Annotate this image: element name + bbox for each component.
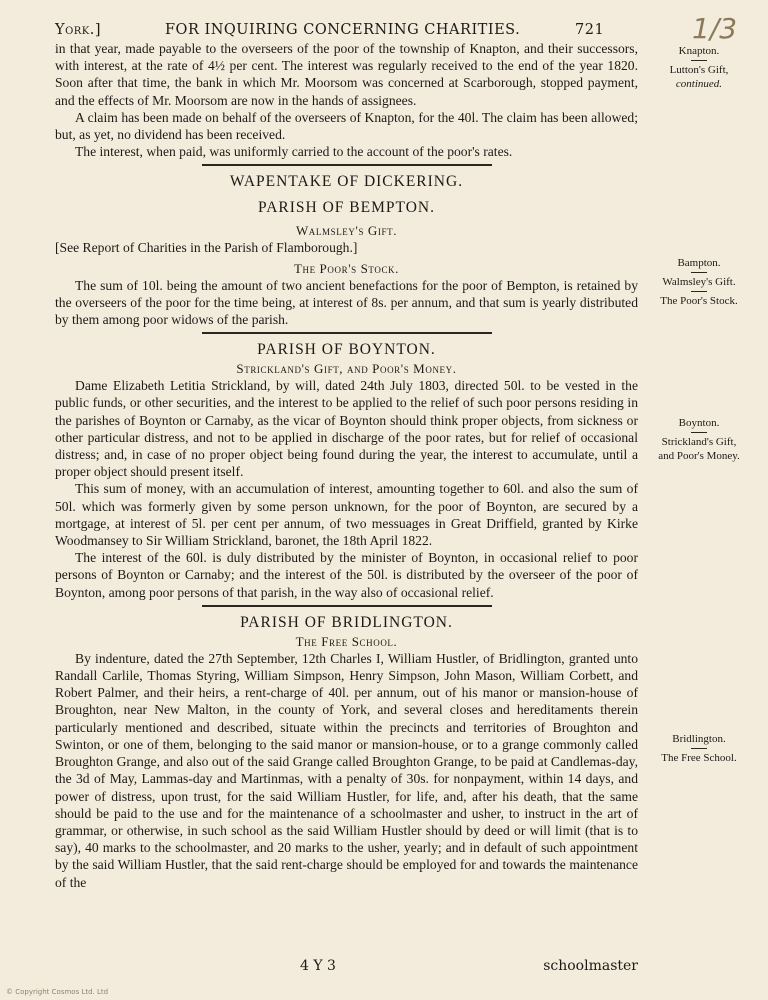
header-county: York.] [55,22,102,38]
subheading: The Poor's Stock. [293,260,400,276]
paragraph: Dame Elizabeth Letitia Strickland, by will, dated 24th July 1803, directed 50l. to be vested in the public funds, or other securities, and the interest to be applied to the relief of such poor persons residing in the parishes of Boynton or Carnaby, as the vicar of Boynton should think proper objects, from sickness or other particular distress, and not to be applied in discharge of the poor rates, but for relief of occasional distress; and, in case of no proper object being found during the year, the interest to accumulate, until a proper object should present itself. [55,378,638,480]
section-divider [202,164,492,166]
section-divider [202,332,492,334]
paragraph: The interest, when paid, was uniformly carried to the account of the poor's rates. [75,144,513,160]
section-divider [202,605,492,607]
margin-place: Knapton. [678,45,720,57]
margin-place: Bridlington. [672,733,726,745]
margin-dash [691,272,707,273]
handwritten-mark: 1/3 [692,12,738,45]
main-text [55,40,638,891]
header-title: FOR INQUIRING CONCERNING CHARITIES. [165,22,521,38]
subheading: Walmsley's Gift. [295,223,398,239]
margin-gift: and Poor's Money. [658,450,740,462]
subheading: The Free School. [295,633,398,649]
margin-dash [691,291,707,292]
margin-note-bempton [640,256,758,308]
paragraph: The sum of 10l. being the amount of two ancient benefactions for the poor of Bempton, is retained by the overseers of the poor for the time being, at interest of 8s. per annum, and that sum is yearly distributed by them among poor widows of the parish. [55,277,638,328]
margin-place: Bampton. [677,257,721,269]
margin-gift: Strickland's Gift, [661,436,737,448]
catchword: schoolmaster [543,958,638,974]
margin-note-bridlington [640,732,758,765]
margin-dash [691,748,707,749]
margin-gift: Walmsley's Gift. [662,276,736,288]
margin-place: Boynton. [678,417,720,429]
margin-continued: continued. [675,78,723,90]
page-number: 721 [575,22,605,38]
margin-note-boynton [640,416,758,463]
margin-gift: The Free School. [661,752,737,764]
subheading: Strickland's Gift, and Poor's Money. [236,361,457,377]
running-header [55,22,637,42]
signature-mark: 4 Y 3 [300,958,336,974]
margin-dash [691,60,707,61]
copyright-watermark: © Copyright Cosmos Ltd. Ltd [6,988,109,996]
margin-gift: Lutton's Gift, [669,64,729,76]
page-footer [55,958,638,978]
parish-heading: PARISH OF BEMPTON. [258,199,435,217]
paragraph: This sum of money, with an accumulation of interest, amounting together to 60l. and also the sum of 50l. which was formerly given by some person unknown, for the poor of Boynton, are secured by a mortgage, at interest of 5l. per cent per annum, of two messuages in Great Driffield, granted by Kirke Woodmansey to Sir William Strickland, baronet, the 18th April 1822. [55,481,638,549]
paragraph: The interest of the 60l. is duly distributed by the minister of Boynton, in occasional relief to poor persons of Boynton or Carnaby; and the interest of the 50l. is distributed by the overseer of the poor of Boynton, among poor persons of that parish, in the way also of occasional relief. [55,550,638,600]
margin-dash [691,432,707,433]
section-heading: WAPENTAKE OF DICKERING. [229,173,464,191]
cross-reference: [See Report of Charities in the Parish of Flamborough.] [55,240,358,256]
margin-gift: The Poor's Stock. [660,295,738,307]
margin-note-knapton [640,44,758,91]
parish-heading: PARISH OF BRIDLINGTON. [240,613,453,631]
paragraph: in that year, made payable to the overseers of the poor of the township of Knapton, and their successors, with interest, at the rate of 4½ per cent. The interest was regularly received to the end of the year 1820. Soon after that time, the bank in which Mr. Moorsom was concerned at Scarborough, stopped payment, and the effects of Mr. Moorsom are now in the hands of assignees. [55,41,638,108]
parish-heading: PARISH OF BOYNTON. [257,341,436,359]
paragraph: By indenture, dated the 27th September, 12th Charles I, William Hustler, of Bridlington, granted unto Randall Carlile, Thomas Styring, William Simpson, Henry Simpson, John Mason, William Corbett, and Robert Palmer, and their heirs, a rent-charge of 40l. per annum, out of his manor or mansion-house of Broughton, near New Malton, in the county of York, and several closes and hereditaments therein particularly mentioned and described, situate within the precincts and territories of Broughton and Swinton, or one of them, belonging to the said manor or mansion-house, or to a grange commonly called Broughton Grange, and also out of the said Grange called Broughton Grange, to be paid at Candlemas-day, the 3d of May, Lammas-day and Martinmas, with a penalty of 30s. for nonpayment, within 14 days, and power of distress, upon trust, for the said William Hustler, for life, and, after his death, that the same should be paid to the use and for the maintenance of a schoolmaster and usher, to instruct in the art of grammar, or otherwise, in such school as the said William Hustler should by deed or will limit (that is to say), 40 marks to the schoolmaster, and 20 marks to the usher, yearly; and in default of such appointment by the said William Hustler, that the said rent-charge should be employed for and towards the maintenance of the [55,650,638,890]
paragraph: A claim has been made on behalf of the overseers of Knapton, for the 40l. The claim has been allowed; but, as yet, no dividend has been received. [55,109,638,143]
